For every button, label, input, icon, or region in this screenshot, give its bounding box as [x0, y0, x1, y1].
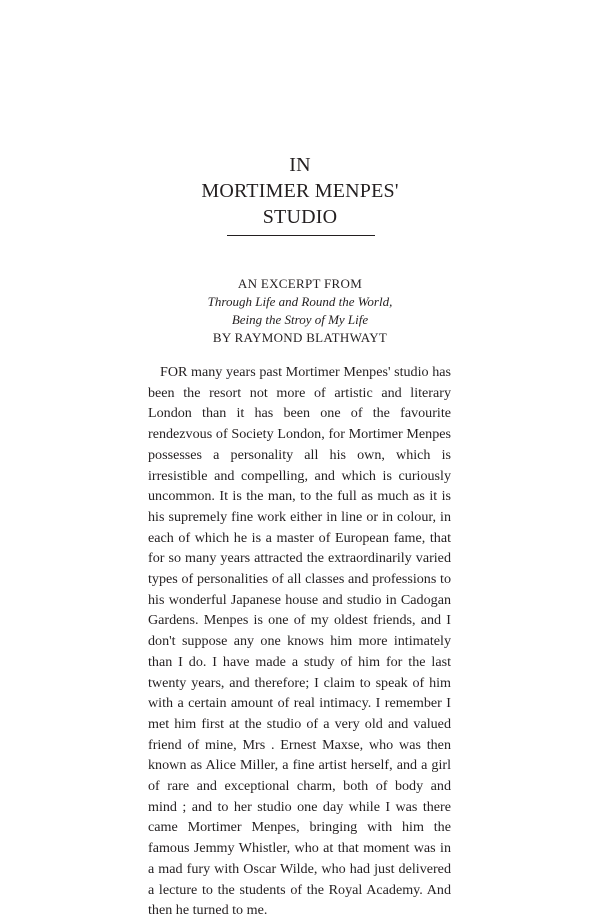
chapter-title	[0, 152, 600, 230]
body-paragraph: FOR many years past Mortimer Menpes' studio has been the resort not more of artistic and literary London than it has been one of the favourite rendezvous of Society London, for Mortimer Menpes possesses a personality all his own, which is irresistible and compelling, and which is curiously uncommon. It is the man, to the full as much as it is his supremely fine work either in line or in colour, in each of which he is a master of European fame, that for so many years attracted the extraordinarily varied types of personalities of all classes and professions to his wonderful Japanese house and studio in Cadogan Gardens. Menpes is one of my oldest friends, and I don't suppose any one knows him more intimately than I do. I have made a study of him for the last twenty years, and therefore; I claim to speak of him with a certain amount of real intimacy. I remember I met him first at the studio of a very old and valued friend of mine, Mrs . Ernest Maxse, who was then known as Alice Miller, a fine artist herself, and a girl of rare and exceptional charm, both of body and mind ; and to her studio one day while I was there came Mortimer Menpes, bringing with him the famous Jemmy Whistler, who at that moment was in a mad fury with Oscar Wilde, who had just delivered a lecture to the students of the Royal Academy. And then he turned to me.	[148, 364, 451, 919]
excerpt-label: AN EXCERPT FROM	[237, 276, 363, 291]
author-byline: BY RAYMOND BLATHWAYT	[212, 330, 388, 345]
chapter-title-line-1: IN	[289, 154, 311, 176]
book-title-line-2: Being the Stroy of My Life	[231, 312, 369, 327]
book-title-line-1: Through Life and Round the World,	[207, 294, 393, 309]
title-divider-rule	[227, 235, 375, 236]
chapter-title-line-2: MORTIMER MENPES'	[201, 180, 399, 202]
excerpt-source	[0, 275, 600, 347]
chapter-title-line-3: STUDIO	[262, 206, 338, 228]
